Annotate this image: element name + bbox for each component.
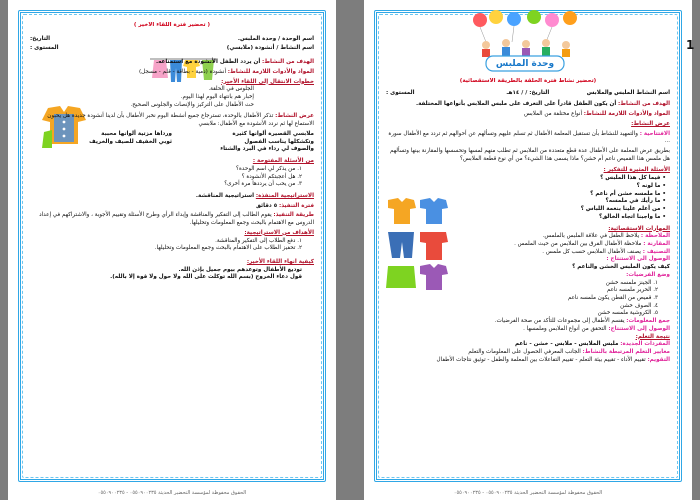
document-page-right — [364, 0, 695, 500]
strategy-label: الاستراتيجية المنفذة: — [255, 192, 314, 199]
left-page-content — [30, 22, 314, 474]
banner-title: وحدة الملبس — [495, 59, 555, 69]
question-item: • فيما كل هذا الملبس ؟ — [600, 175, 666, 182]
intro-text: والتمهيد للنشاط بأن تستقبل المعلمة الأطفال ثم تسلم عليهم وتسألهم عن أحوالهم ثم تردد مع الأطفال سورة ... — [388, 130, 670, 145]
observation-text: يلاحظ الطفل في علاقة الملبس بالملمس. — [542, 233, 640, 240]
vocab-label: المفردات الجديدة: — [620, 341, 670, 348]
steps-title: خطوات الانتقال إلى اللقاء الأخير: — [221, 78, 314, 85]
materials-text: أنشودة (دمية - بطاقة - قلم - مسجل) — [138, 68, 227, 75]
poem — [30, 131, 314, 154]
assess-label: التقويم: — [647, 356, 670, 363]
skills-label: المهارات الاستقصائية: — [608, 225, 670, 232]
lesson-title: (تحضير نشاط فترة الحلقة بالطريقة الاستقصائية) — [459, 78, 597, 84]
page-number: 1 — [686, 38, 695, 52]
eval-label: معايير التعلم المرتبطة بالنشاط: — [582, 349, 670, 355]
meta-row-1 — [30, 36, 314, 44]
unit-name: اسم الوحدة / وحدة الملبس. — [237, 35, 314, 42]
goal-label: الهدف من النشاط: — [262, 59, 314, 66]
poem-line: ملابسي القصيرة ألوانها كثيرة — [232, 130, 314, 137]
classification-text: يصنف الأطفال الملابس حسب كل ملمس . — [542, 248, 641, 255]
poem-line: وتكشكلها يناسب الفصول — [244, 138, 314, 145]
question-item: • ما واجبنا اتجاه الخالق؟ — [598, 213, 666, 220]
comparison-label: المقارنة : — [643, 240, 670, 247]
hypothesis-item: ٣. قميص من القطن يكون ملمسه ناعم — [567, 294, 658, 301]
goal-text: أن يردد الطفل الأنشودة مع استمتاعه. — [155, 59, 261, 66]
presentation-text: بطريق عرض المعلمة على الأطفال عدة قطع متعددة من الملابس ثم تطلب منهم لمسها وتحسسها والمقارنة بينها وتسألهم هل ملمس هذا القميص ناعم أم خشن؟ ماذا يسمى هذا الشيء؟ من أي نوع قطعة الملابس؟ — [389, 148, 670, 162]
question-item: • من أعلم علينا بنعمة اللباس ؟ — [580, 206, 666, 213]
duration-label: فترة التنفيذ: — [278, 202, 314, 209]
method-label: طريقة التنفيذ: — [273, 212, 314, 219]
conclusion-question: كيف يكون الملبس الخشن والناعم ؟ — [572, 264, 670, 271]
vocab-text: ملبس الملابس - ملابس - خشن - ناعم — [514, 341, 619, 348]
reach-text: التحقق من أنواع الملابس وملمسها . — [523, 325, 607, 332]
poem-line: ثوبي الخفيف للصيف والخريف — [89, 138, 172, 145]
page-footer: الحقوق محفوظة لمؤسسة التحضير الحديثة ٠٥٥٠٩٠٠٢٣٥ - ٠٥٥٠٩٠٠٢٣٥ — [97, 490, 247, 496]
step-item: إخبار هم بانتهاء اليوم لهذا اليوم. — [180, 94, 254, 101]
observation-label: الملاحظة : — [640, 233, 670, 240]
data-label: جمع المعلومات: — [626, 318, 670, 325]
closing-item: توديع الأطفال وتوعدهم بيوم جميل بإذن الله. — [178, 266, 302, 273]
presentation-label: عرض النشاط: — [275, 113, 314, 120]
date-field: التاريخ: — [30, 35, 50, 42]
classification-label: التصنيف : — [642, 248, 670, 255]
step-item: حث الأطفال على التركيز والإنصات والجلوس الصحيح. — [130, 101, 254, 108]
question-item: ١. من يذكر لي اسم الوحدة؟ — [236, 165, 302, 172]
comparison-text: ملاحظة الأطفال الفرق بين الملابس من حيث الملمس . — [514, 240, 642, 247]
question-item: • ما ملمسه خشن أم ناعم ؟ — [590, 190, 666, 197]
activity-name: اسم النشاط / أنشودة (ملابسي) — [226, 45, 314, 52]
goal-item: ١. دفع الطلاب إلى التفكير والمناقشة. — [215, 237, 302, 244]
meta-row-2 — [30, 45, 314, 53]
step-item: الجلوس في الحلقة. — [208, 86, 254, 93]
poem-line — [30, 146, 172, 154]
question-item: • ما لونه ؟ — [636, 182, 666, 189]
materials-label: المواد والأدوات اللازمة للنشاط: — [583, 111, 670, 118]
assess-text: تقييم الأداء - تقييم بيئة التعلم - تقييم التفاعلات بين المعلمة والطفل - توثيق نتاجات الأطفال — [436, 356, 646, 363]
strategy-text: استراتيجية المناقشة. — [195, 192, 255, 199]
question-item: ٣. من يحب أن يرددها مرة أخرى؟ — [224, 181, 302, 188]
question-item: • ما رأيك في ملمسه؟ — [605, 198, 666, 205]
hypothesis-item: ١. الجينز ملمسه خشن — [605, 279, 658, 286]
level-field: المستوى : — [386, 89, 415, 96]
presentation-label: عرض النشاط: — [631, 120, 670, 127]
hypothesis-item: ٥. الكروشية ملمسه خشن — [597, 310, 658, 317]
method-text: يقوم الطالب إلى التفكير والمناقشة وإبداء الرأي وطرح الأسئلة وتقييم الأجوبة ، والاشتراكهم في إعداد الدروس مع الاهتمام بالبحث وجمع المعلومات وتحليلها. — [39, 212, 314, 227]
conclusion-label: الوصول الى الاستنتاج : — [606, 256, 670, 263]
closing-title: كيفية انهاء اللقاء الأخير: — [246, 258, 314, 265]
hypothesis-item: ٤. الصوف خشن — [620, 302, 658, 309]
data-text: يقسم الأطفال إلى مجموعات للتأكد من صحة الفرضيات. — [494, 318, 625, 325]
goal-text: أن يكون الطفل قادراً على التعرف على ملبس الملابس بأنواعها المختلفة. — [416, 101, 617, 108]
result-label: نتيجة التعلم: — [635, 333, 670, 340]
date-field: التاريخ: / / ١٤هـ — [506, 89, 550, 96]
goal-item: ٢. تحفيز الطلاب على الاهتمام بالبحث وجمع المعلومات وتحليلها. — [154, 245, 302, 252]
level-field: المستوى : — [30, 45, 59, 52]
materials-text: أنواع مختلفة من الملابس — [524, 111, 583, 118]
eval-text: الجانب المعرفي الحصول على المعلومات والتعلم — [468, 349, 581, 355]
materials-label: المواد والأدوات اللازمة للنشاط: — [227, 68, 314, 75]
presentation-text: تذكر الأطفال بالوحدة، تسترجاع جميع أنشطة اليوم نخبر الأطفال بأن لدينا أنشودة جديدة هل يحبون الاستماع لها ثم نردد الأنشودة مع الأطفال: ملابسي — [47, 113, 314, 128]
activity-name: اسم النشاط الملبس والملابس — [586, 89, 670, 96]
meta-row — [386, 90, 670, 98]
inquiry-label: وضع الفرضيات: — [626, 271, 670, 278]
thinking-label: الأسئلة المثيرة للتفكير : — [603, 167, 670, 174]
intro-label: الافتتاحية : — [639, 130, 670, 137]
closing-item: قول دعاء الخروج (بسم الله توكلت على الله ولا حول ولا قوة إلا بالله). — [110, 274, 302, 281]
document-page-left — [8, 0, 336, 500]
hypothesis-item: ٢. الحرير ملمسه ناعم — [606, 287, 658, 294]
poem-line: والصوف لي رداء في البرد والشتاء — [220, 146, 314, 153]
page-footer: الحقوق محفوظة لمؤسسة التحضير الحديثة ٠٥٥٠٩٠٠٢٣٥ - ٠٥٥٠٩٠٠٢٣٥ — [453, 490, 603, 496]
reach-label: الوصول إلى الاستنتاج: — [608, 325, 670, 332]
lesson-title: ( تحضير فترة اللقاء الأخير ) — [133, 22, 211, 28]
goal-label: الهدف من النشاط: — [618, 101, 670, 108]
goals-title: الأهداف من الاستراتيجية: — [244, 229, 314, 236]
poem-line: ورداها مزتية ألوانها محببة — [101, 130, 172, 137]
right-page-content — [386, 78, 670, 474]
duration-text: ٥ دقائق — [256, 202, 278, 209]
question-item: ٢. هل أعجبتكم الأنشودة ؟ — [241, 173, 302, 180]
questions-title: من الأسئلة المفتوحة : — [252, 158, 314, 165]
